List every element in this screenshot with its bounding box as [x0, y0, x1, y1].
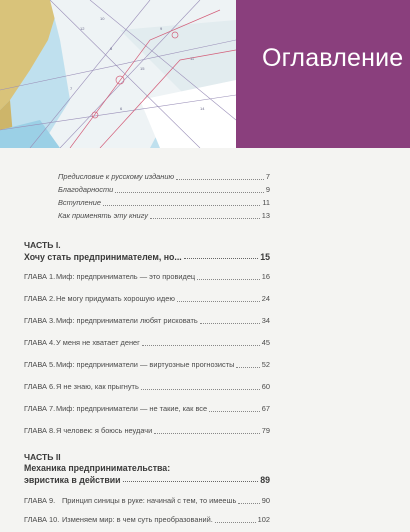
dot-leader	[150, 217, 260, 219]
dot-leader	[142, 344, 260, 346]
part-1-label: ЧАСТЬ I.	[24, 240, 61, 250]
dot-leader	[176, 178, 264, 180]
chapter-label: ГЛАВА 4.	[24, 338, 56, 347]
chapter-page: 67	[261, 404, 270, 413]
toc-entry-preface[interactable]	[58, 168, 270, 182]
svg-text:9: 9	[160, 26, 163, 31]
page-title: Оглавление	[262, 44, 404, 72]
part-2-page: 89	[260, 475, 270, 485]
toc-entry-chapter-2[interactable]	[24, 290, 270, 304]
toc-entry-title: Благодарности	[58, 185, 114, 194]
dot-leader	[197, 278, 260, 280]
dot-leader	[184, 257, 258, 259]
toc-entry-part-2[interactable]	[24, 471, 270, 485]
dot-leader	[215, 521, 256, 523]
chapter-page: 79	[261, 426, 270, 435]
dot-leader	[177, 300, 260, 302]
toc-entry-chapter-3[interactable]	[24, 312, 270, 326]
toc-entry-chapter-6[interactable]	[24, 378, 270, 392]
part-1-page: 15	[260, 252, 270, 262]
svg-text:6: 6	[120, 106, 123, 111]
chapter-title: Миф: предприниматели любят рисковать	[56, 316, 198, 325]
dot-leader	[236, 366, 259, 368]
chapter-label: ГЛАВА 3.	[24, 316, 56, 325]
chapter-page: 60	[261, 382, 270, 391]
chapter-label: ГЛАВА 1.	[24, 272, 56, 281]
toc-entry-page: 13	[261, 211, 270, 220]
chapter-title: Миф: предприниматели — виртуозные прогнозисты	[56, 360, 235, 369]
chapter-label: ГЛАВА 2.	[24, 294, 56, 303]
toc-entry-page: 11	[262, 198, 270, 207]
chapter-label: ГЛАВА 8.	[24, 426, 56, 435]
chapter-label: ГЛАВА 9.	[24, 496, 56, 505]
toc-entry-title: Как применять эту книгу	[58, 211, 148, 220]
toc-entry-chapter-5[interactable]	[24, 356, 270, 370]
toc-entry-chapter-4[interactable]	[24, 334, 270, 348]
dot-leader	[154, 432, 260, 434]
part-2-title-line-1: Механика предпринимательства:	[24, 463, 171, 473]
chapter-page: 102	[257, 515, 270, 524]
dot-leader	[238, 502, 259, 504]
chapter-page: 16	[261, 272, 270, 281]
svg-text:7: 7	[70, 86, 73, 91]
toc-entry-title: Предисловие к русскому изданию	[58, 172, 175, 181]
toc-entry-page: 9	[265, 185, 270, 194]
dot-leader	[209, 410, 260, 412]
chapter-label: ГЛАВА 5.	[24, 360, 56, 369]
dot-leader	[123, 480, 259, 482]
dot-leader	[141, 388, 260, 390]
chapter-title: Миф: предприниматель — это провидец	[56, 272, 196, 281]
chapter-page: 45	[261, 338, 270, 347]
chapter-page: 90	[261, 496, 270, 505]
svg-text:14: 14	[200, 106, 205, 111]
chapter-label: ГЛАВА 7.	[24, 404, 56, 413]
chapter-page: 24	[261, 294, 270, 303]
toc-entry-how-to-use[interactable]	[58, 207, 270, 221]
dot-leader	[103, 204, 260, 206]
chapter-page: 34	[261, 316, 270, 325]
chapter-title: Миф: предприниматели — не такие, как все	[56, 404, 208, 413]
chapter-title: У меня не хватает денег	[56, 338, 140, 347]
toc-entry-chapter-8[interactable]	[24, 422, 270, 436]
toc-entry-title: Вступление	[58, 198, 101, 207]
toc-entry-chapter-7[interactable]	[24, 400, 270, 414]
chapter-label: ГЛАВА 6.	[24, 382, 56, 391]
chapter-title: Я не знаю, как прыгнуть	[56, 382, 139, 391]
part-1-title: Хочу стать предпринимателем, но...	[24, 252, 182, 262]
svg-text:15: 15	[140, 66, 145, 71]
toc-entry-chapter-1[interactable]	[24, 268, 270, 282]
svg-text:10: 10	[100, 16, 105, 21]
chapter-title: Принцип синицы в руке: начинай с тем, то имеешь	[62, 496, 237, 505]
chapter-title: Не могу придумать хорошую идею	[56, 294, 175, 303]
toc-entry-part-1[interactable]	[24, 248, 270, 262]
chapter-label: ГЛАВА 10.	[24, 515, 60, 524]
chapter-page: 52	[261, 360, 270, 369]
toc-entry-acknowledgements[interactable]	[58, 181, 270, 195]
toc-entry-chapter-9[interactable]	[24, 492, 270, 506]
dot-leader	[200, 322, 260, 324]
dot-leader	[115, 191, 264, 193]
part-2-title-line-2: эвристика в действии	[24, 475, 121, 485]
toc-entry-page: 7	[265, 172, 270, 181]
chapter-title: Я человек: я боюсь неудачи	[56, 426, 153, 435]
svg-text:8: 8	[110, 46, 113, 51]
svg-text:11: 11	[190, 56, 195, 61]
toc-entry-chapter-10[interactable]	[24, 511, 270, 525]
toc-entry-introduction[interactable]	[58, 194, 270, 208]
part-2-label: ЧАСТЬ II	[24, 452, 61, 462]
svg-text:12: 12	[80, 26, 85, 31]
chapter-title: Изменяем мир: в чем суть преобразований.	[62, 515, 213, 524]
